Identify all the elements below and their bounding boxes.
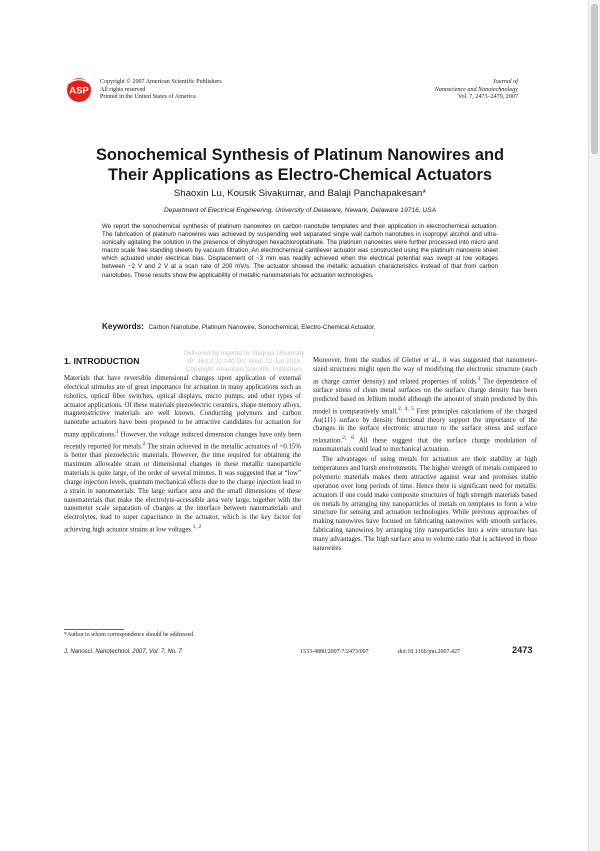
- citation-3[interactable]: 3: [477, 375, 481, 382]
- scrollbar[interactable]: [588, 0, 600, 851]
- citation-1[interactable]: 1: [115, 429, 119, 436]
- logo-text: ASP: [69, 85, 89, 97]
- footnote-rule: [64, 629, 124, 630]
- intro-paragraph-1: [64, 375, 301, 535]
- watermark-line-3: Copyright: American Scientific Publishers: [185, 365, 303, 373]
- page-number: 2473: [512, 645, 533, 655]
- footnote: *Author to whom correspondence should be addressed.: [64, 632, 195, 638]
- text-run: Moreover, from the studies of Gleiter et al., it was suggested that nanometer-sized structures might open the way of modifying the electronic structure (such as charge carrier density) and related properties of solids.: [313, 357, 537, 385]
- copyright-line: Copyright © 2007 American Scientific Publishers: [100, 79, 222, 85]
- watermark-line-2: IP: 163.2.32.140 On: Wed, 22 Jun 2016: [187, 357, 301, 365]
- title-line-2: Their Applications as Electro-Chemical Actuators: [107, 166, 493, 184]
- title-line-1: Sonochemical Synthesis of Platinum Nanowires and: [95, 146, 505, 164]
- keywords-text: Carbon Nanotube, Platinum Nanowire, Sonochemical, Electro-Chemical Actuator.: [148, 324, 376, 331]
- printed-line: Printed in the United States of America: [100, 94, 196, 101]
- citation-2[interactable]: 2: [142, 441, 146, 448]
- journal-block: [435, 79, 518, 102]
- abstract-part-1: We report the sonochemical synthesis of platinum nanowires on carbon nanotube templates and their application in electrochemical actuation. The fabrication of platinum nanowires was achieved by suspending well separated single wall carbon nanotubes in isopropyl alcohol and ultra-sonically agitating the solution in the presence of dihydrogen hexachloroplatinate. The platinum nanowires were further processed into micro and macro scale free standing sheets by vacuum filtration. An electrochemical cantilever actuator was constructed using the platinum nanowire sheet which actuated under electrical bias. Displacement of: [102, 223, 498, 263]
- left-column: [64, 375, 301, 535]
- footer-journal: J. Nanosci. Nanotechnol. 2007, Vol. 7, No. 7: [64, 649, 182, 655]
- keywords-label: Keywords:: [102, 322, 144, 331]
- intro-paragraph-3: The advantages of using metals for actuation are their stability at high temperatures and harsh environments. The higher strength of metals compared to polymeric materials makes them attractive against wear and promises stable operation over long periods of time. Hence there is significant need for metallic actuators if one could make composite structures of high strength materials based on metals by arranging tiny nanoparticles of metals on templates to form a wire structure for sensing and actuation technologies. While previous approaches of making nanowires have focused on fabricating nanowires with smooth surfaces, fabricating nanowires by arranging tiny nanoparticles into a wire structure has many advantages. The high surface area to volume ratio that is achieved in these nanowires: [313, 456, 537, 552]
- text-run: The dependence of surface stress of clean metal surfaces on the surface charge density has been predicted based on Jellium model although the amount of strain predicted by this model is comparatively small.: [313, 377, 537, 415]
- footer-issn: 1533-4880/2007/7/2473/007: [300, 649, 369, 655]
- section-title-introduction: 1. INTRODUCTION: [64, 356, 140, 366]
- text-run: However, the voltage induced dimension changes have only been recently reported for metals.: [64, 431, 301, 451]
- keywords: [102, 322, 522, 331]
- journal-line-1: Journal of: [492, 79, 518, 85]
- journal-line-2: Nanoscience and Nanotechnology: [434, 86, 518, 93]
- watermark: [176, 350, 312, 373]
- citation-1-2[interactable]: 1, 2: [192, 524, 202, 531]
- paper-title: [40, 145, 560, 185]
- abstract: [102, 223, 498, 280]
- intro-paragraph-2: [313, 357, 537, 455]
- text-run: All these suggest that the surface charge modulation of nanomaterials could lead to mechanical actuation.: [313, 437, 537, 454]
- footer-doi[interactable]: doi:10.1166/jnn.2007.427: [398, 649, 460, 655]
- text-run: Materials that have reversible dimensional changes upon application of external electrical stimulus are of great importance for actuation in many applications such as robotics, optical fiber switches, optical displays, micro pumps, and other types of actuator applications. Of these materials piezoelectric ceramics, shape memory alloys, magnetostrictive materials are well known. Conducting polymers and carbon nanotube actuators have been proposed to be attractive candidates for actuation for many applications.: [64, 375, 301, 439]
- copyright-block: [100, 79, 222, 102]
- rights-line: All rights reserved: [100, 86, 146, 93]
- text-run: The strain achieved in the metallic actuators of ~0.15% is better than piezoelectric materials. However, the time required for obtaining the maximum allowable strain or dimensional changes in these metallic nanoparticle materials is quite large, of the order of several minutes. It was suggested that at “low” charge injection levels, quantum mechanical effects due to the charge injection lead to a strain in nanomaterials. The large surface area and the small dimensions of these nanomaterials that make the electrolyte-accessible area very large, together with the nanometer scale separation of charges at the interface between nanomaterials and electrolytes, lead to super capacitance in the actuator, which is the key factor for achieving high actuator strains at low voltages.: [64, 443, 301, 534]
- affiliation: Department of Electrical Engineering, University of Delaware, Newark, Delaware 19716, USA: [164, 207, 436, 214]
- authors: Shaoxin Lu, Kousik Sivakumar, and Balaji Panchapakesan*: [173, 188, 427, 199]
- citation-2-6[interactable]: 2, 6: [342, 435, 355, 442]
- citation-2-4-5[interactable]: 2, 4, 5: [398, 405, 414, 412]
- watermark-line-1: Delivered by Ingenta to: Nagoya University: [183, 350, 305, 357]
- approx-symbol: ~: [256, 255, 260, 263]
- text-run: First principles calculations of the charged Au(111) surface by density functional theory support the importance of the changes in the surface electronic structure to the surface stress and surface relaxation.: [313, 407, 537, 445]
- abstract-part-2: 3 mm was readily achieved when the electrical potential was swept at low voltages between −2 V and 2 V at a scan rate of 200 mV/s. The actuator showed the metallic actuation characteristics instead of that from carbon nanotubes. These results show the applicability of metallic nanomaterials for actuation technologies.: [102, 255, 498, 279]
- scrollbar-thumb[interactable]: [591, 4, 598, 154]
- right-column: [313, 357, 537, 554]
- volume-line: Vol. 7, 2473–2479, 2007: [457, 94, 518, 101]
- asp-logo: [64, 77, 94, 103]
